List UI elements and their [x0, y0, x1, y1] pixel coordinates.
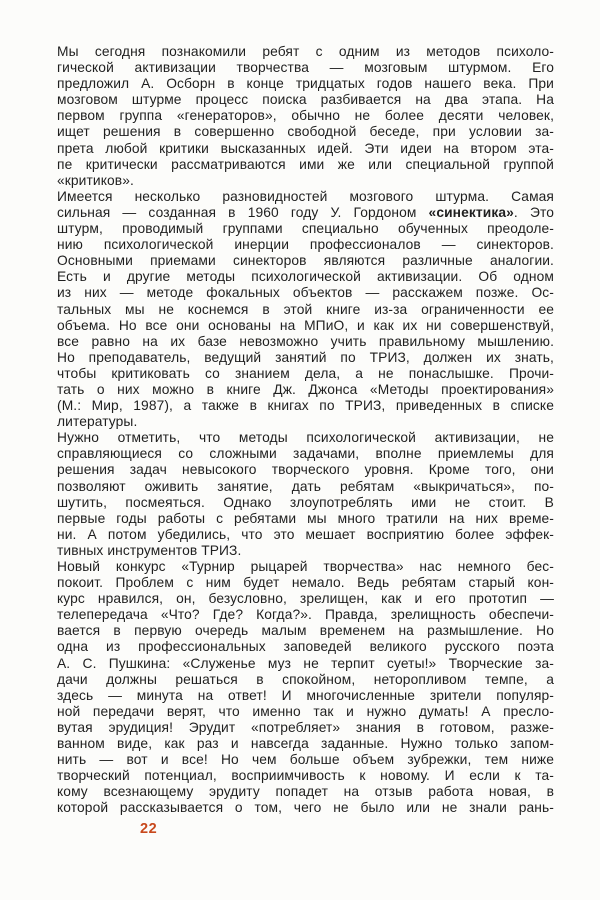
text-segment: объема. Но все они основаны на МПиО, и как их ни совершенствуй, [57, 317, 554, 333]
text-line [57, 173, 554, 189]
text-segment: (М.: Мир, 1987), а также в книгах по ТРИЗ, приведенных в списке [57, 398, 554, 414]
text-line [57, 76, 554, 92]
text-segment: тальных мы не коснемся в этой книге из-за ограниченности ее [57, 301, 554, 317]
text-segment: здесь — минута на ответ! И многочисленные зрители популяр- [57, 687, 554, 703]
text-line [57, 205, 554, 221]
text-line [57, 656, 554, 672]
text-line [57, 720, 554, 736]
text-segment: тать о них можно в книге Дж. Джонса «Методы проектирования» [57, 381, 554, 397]
text-segment: Но преподаватель, ведущий занятий по ТРИЗ, должен их знать, [57, 349, 554, 365]
text-segment: Новый конкурс «Турнир рыцарей творчества» нас немного бес- [57, 559, 554, 574]
text-segment: Есть и другие методы психологической активизации. Об одном [57, 269, 554, 285]
text-segment: Основными приемами синекторов являются различные аналогии. [57, 253, 554, 269]
text-line [57, 124, 554, 140]
text-segment: позволяют оживить занятие, дать ребятам «выкричаться», по- [57, 478, 554, 494]
text-segment: ищет решения в совершенно свободной беседе, при условии за- [57, 124, 554, 140]
text-segment: чтобы критиковать со знанием дела, а не понаслышке. Прочи- [57, 365, 554, 381]
text-line [57, 382, 554, 398]
text-segment: прета любой критики высказанных идей. Эти идеи на втором эта- [57, 140, 554, 156]
paragraph [57, 44, 554, 189]
text-segment: первом группа «генераторов», обычно не более десяти человек, [57, 108, 554, 124]
text-line [57, 752, 554, 768]
text-segment: штурм, проводимый группами специально обученных преодоле- [57, 221, 554, 237]
text-line [57, 688, 554, 704]
text-line [57, 479, 554, 495]
text-line [57, 92, 554, 108]
text-segment: пе критически рассматриваются ими же или специальной группой [57, 156, 554, 172]
text-segment: одна из профессиональных заповедей великого русского поэта [57, 639, 554, 655]
text-line [57, 623, 554, 639]
text-line [57, 334, 554, 350]
text-segment: Имеется несколько разновидностей мозгового штурма. Самая [57, 188, 554, 204]
text-line [57, 189, 554, 205]
text-segment: первые годы работы с ребятами мы много тратили на них време- [57, 510, 554, 526]
text-segment: шутить, посмеяться. Однако злоупотреблять ими не стоит. В [57, 494, 554, 510]
text-segment: телепередача «Что? Где? Когда?». Правда, зрелищность обеспечи- [57, 607, 554, 623]
text-segment: ванном виде, как раз и навсегда заданные. Нужно только запом- [57, 736, 554, 752]
text-line [57, 366, 554, 382]
text-line [57, 318, 554, 334]
text-segment: мозговом штурме процесс поиска разбивается на два этапа. На [57, 92, 554, 108]
text-line [57, 575, 554, 591]
text-line [57, 495, 554, 511]
text-line [57, 607, 554, 623]
paragraph [57, 430, 554, 559]
text-segment: А. С. Пушкина: «Служенье муз не терпит суеты!» Творческие за- [57, 655, 554, 671]
text-line [57, 736, 554, 752]
text-line [57, 221, 554, 237]
text-segment: курс нравился, он, безусловно, зрелищен, как и его прототип — [57, 591, 554, 607]
text-line [57, 543, 554, 559]
text-line [57, 672, 554, 688]
text-line [57, 141, 554, 157]
text-line [57, 527, 554, 543]
text-segment: тивных инструментов ТРИЗ. [57, 542, 242, 558]
text-segment: вается в первую очередь малым временем на размышление. Но [57, 623, 554, 639]
text-segment: дачи должны решаться в спокойном, неторопливом темпе, а [57, 671, 554, 687]
text-line [57, 704, 554, 720]
text-segment: вутая эрудиция! Эрудит «потребляет» знания в готовом, разже- [57, 719, 554, 735]
text-segment: из них — методе фокальных объектов — расскажем позже. Ос- [57, 285, 554, 301]
text-line [57, 414, 554, 430]
text-line [57, 784, 554, 800]
text-segment: справляющиеся со сложными задачами, вполне приемлемы для [57, 446, 554, 462]
text-segment: нить — вот и все! Но чем больше объем зубрежки, тем ниже [57, 752, 554, 768]
text-segment: «критиков». [57, 172, 134, 188]
text-segment: все равно на их базе невозможно учить правильному мышлению. [57, 333, 554, 349]
text-segment: предложил А. Осборн в конце тридцатых годов нашего века. При [57, 76, 554, 92]
text-line [57, 559, 554, 575]
text-line [57, 253, 554, 269]
text-line [57, 430, 554, 446]
text-line [57, 398, 554, 414]
text-segment: ни. А потом убедились, что это мешает восприятию более эффек- [57, 526, 554, 542]
text-line [57, 446, 554, 462]
text-line [57, 269, 554, 285]
text-line [57, 800, 554, 816]
text-line [57, 157, 554, 173]
text-line [57, 462, 554, 478]
text-line [57, 511, 554, 527]
text-line [57, 60, 554, 76]
text-segment: Нужно отметить, что методы психологической активизации, не [57, 430, 554, 446]
text-segment: Мы сегодня познакомили ребят с одним из методов психоло- [57, 44, 554, 59]
text-segment: ной передачи верят, что именно так и нужно думать! А пресло- [57, 703, 554, 719]
bold-term: «синектика» [428, 204, 514, 220]
text-line [57, 768, 554, 784]
text-segment: которой рассказывается о том, чего не было или не знали рань- [57, 800, 554, 816]
text-segment: кому всезнающему эрудиту попадет на отзыв работа новая, в [57, 784, 554, 800]
text-line [57, 44, 554, 60]
text-segment: литературы. [57, 414, 138, 430]
text-line [57, 591, 554, 607]
text-segment: . Это [513, 204, 554, 220]
text-segment: покоит. Проблем с ним будет немало. Ведь ребятам старый кон- [57, 575, 554, 591]
text-line [57, 285, 554, 301]
text-line [57, 639, 554, 655]
text-line [57, 350, 554, 366]
text-block [57, 44, 554, 817]
text-segment: решения задач невысокого творческого уровня. Кроме того, они [57, 462, 554, 478]
text-segment: гической активизации творчества — мозговым штурмом. Его [57, 60, 554, 76]
text-segment: творческий потенциал, восприимчивость к новому. И если к та- [57, 768, 554, 784]
text-line [57, 108, 554, 124]
text-line [57, 237, 554, 253]
page-number: 22 [140, 821, 158, 837]
text-line [57, 302, 554, 318]
paragraph [57, 559, 554, 817]
text-segment: сильная — созданная в 1960 году У. Гордоном [57, 204, 429, 220]
paragraph [57, 189, 554, 430]
text-segment: нию психологической инерции профессионалов — синекторов. [57, 237, 554, 253]
